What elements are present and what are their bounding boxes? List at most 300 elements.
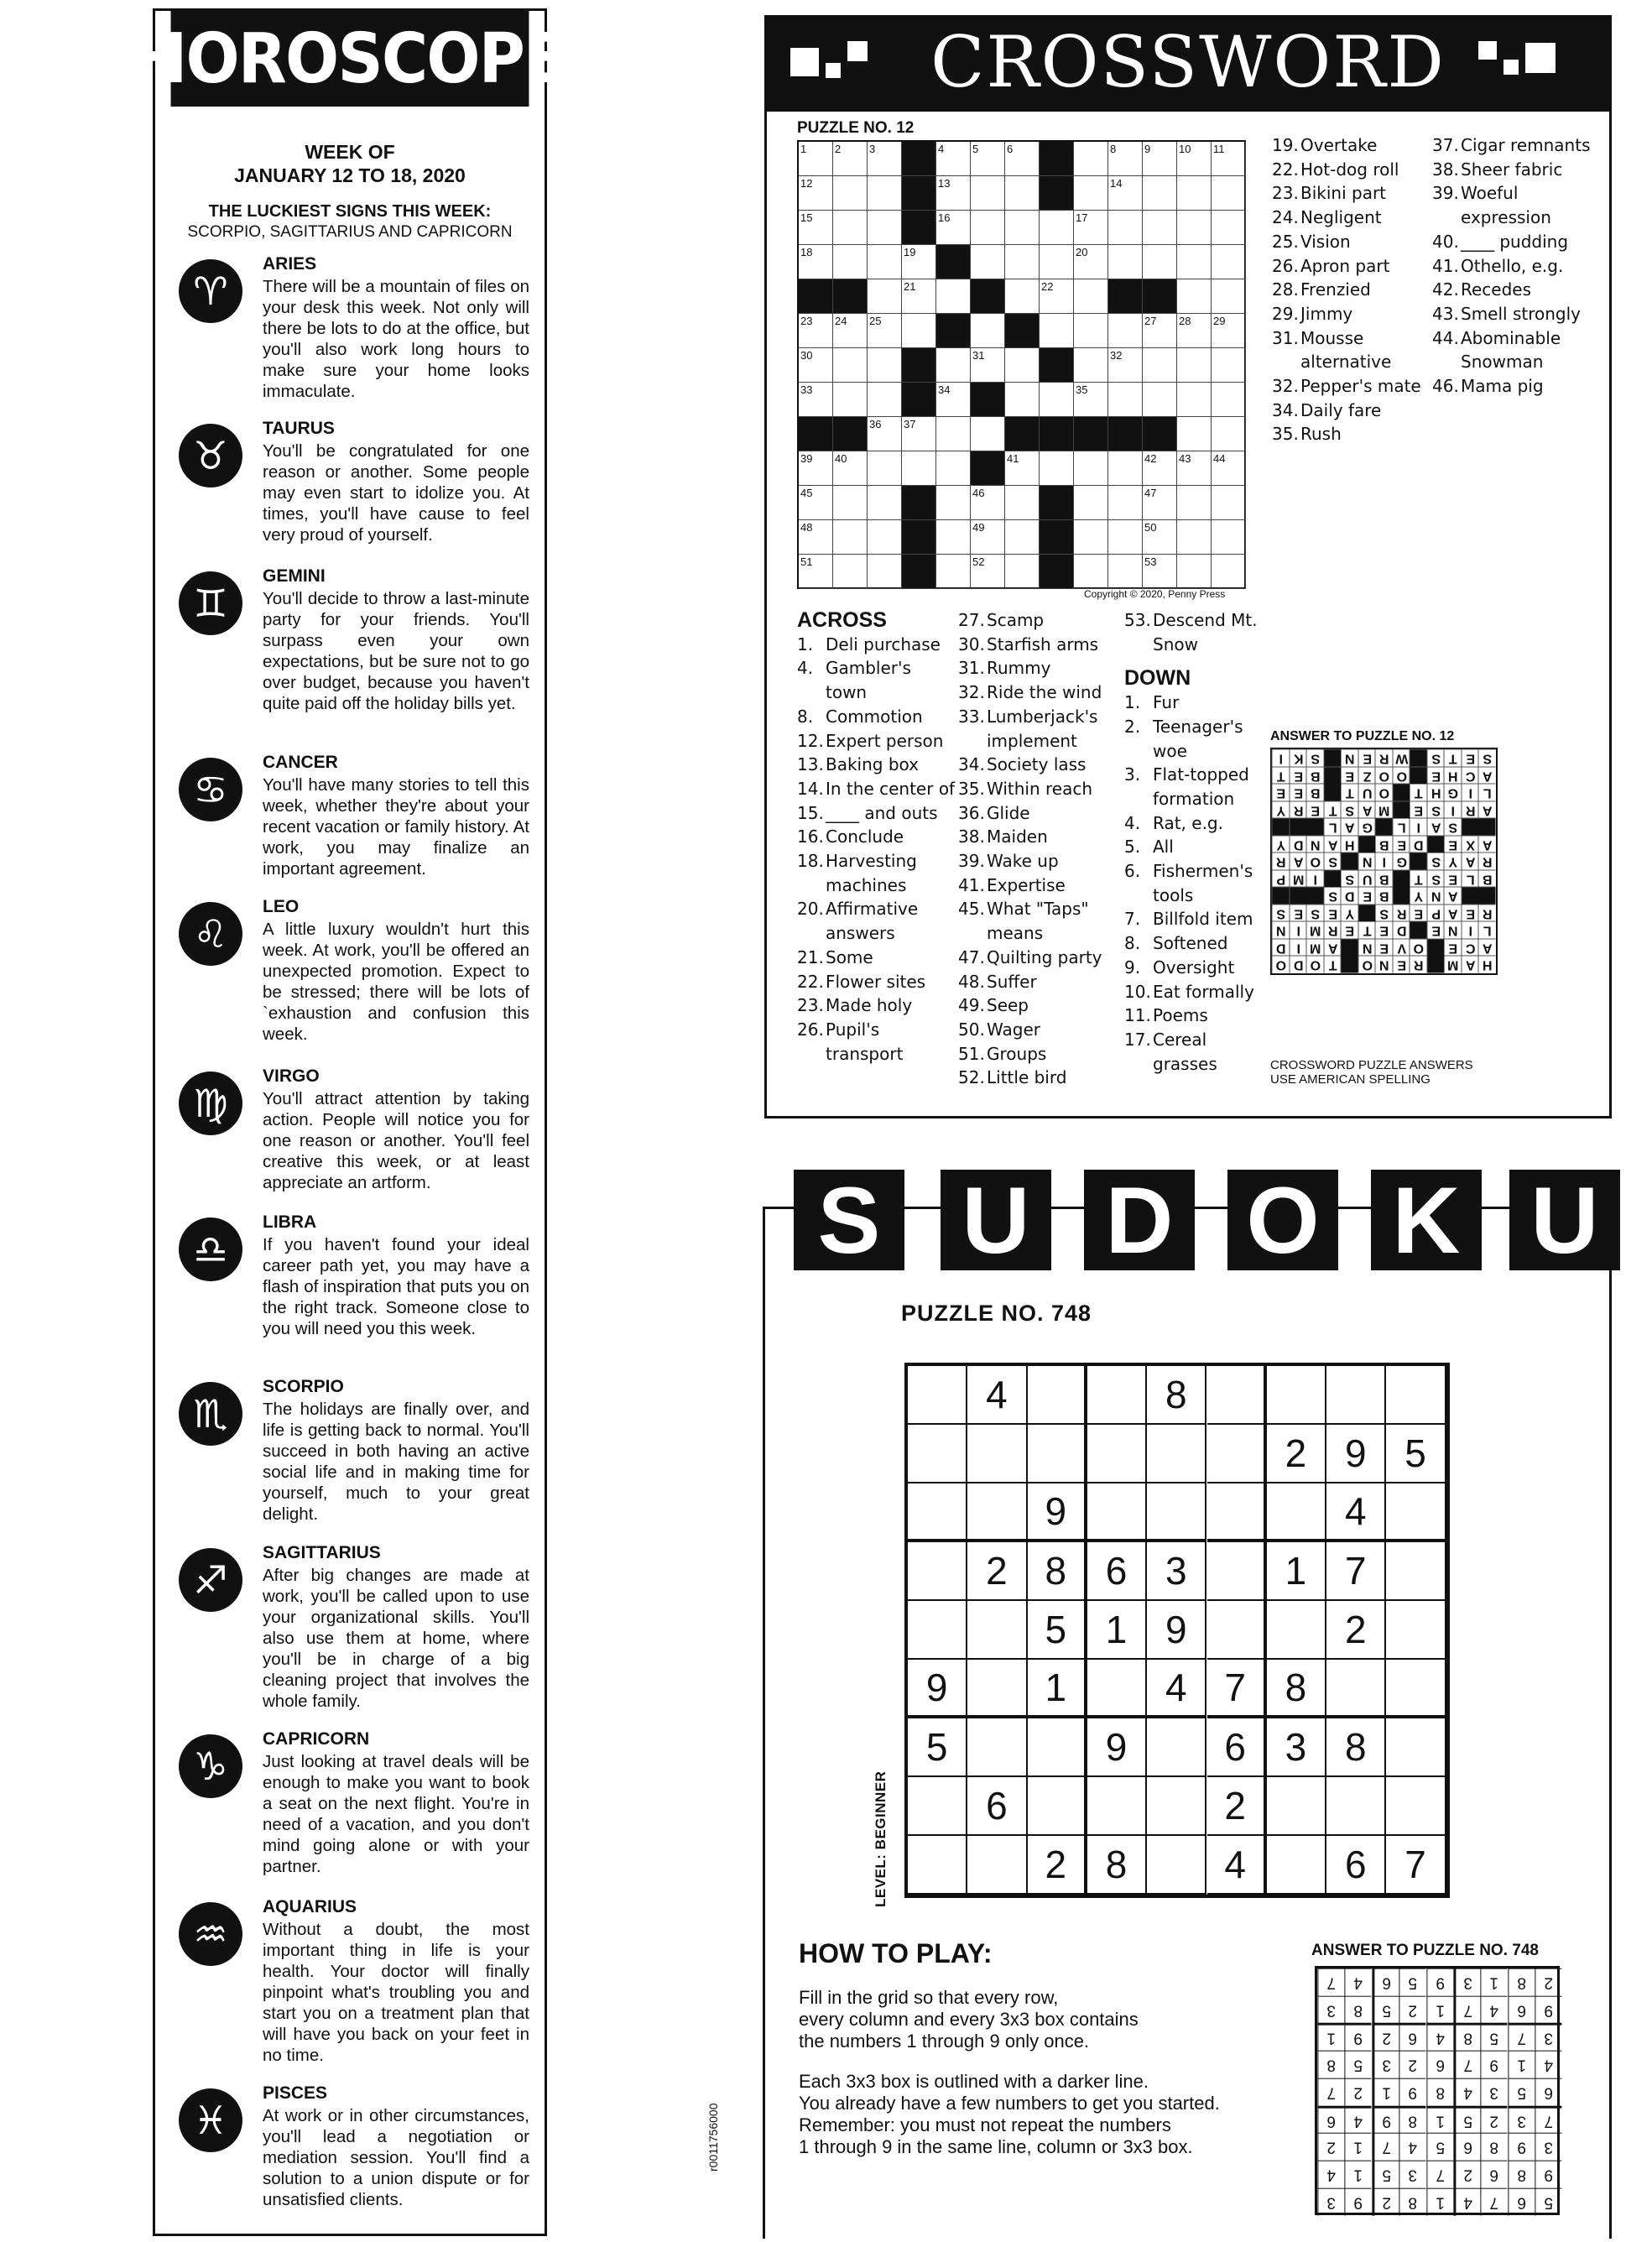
clue-number: 11.	[1124, 1005, 1151, 1026]
crossword-cell	[833, 383, 868, 417]
answer-cell: Y	[1341, 905, 1358, 922]
clue-number: 10.	[1124, 981, 1151, 1002]
sudoku-cell: 2	[1326, 1601, 1386, 1660]
answer-cell: S	[1427, 852, 1445, 870]
answer-cell: A	[1478, 939, 1496, 957]
clue-text: Affirmative answers	[826, 899, 919, 944]
answer-cell: O	[1375, 784, 1393, 801]
answer-cell: T	[1341, 784, 1358, 801]
answer-cell: A	[1341, 818, 1358, 836]
answer-cell: H	[1478, 956, 1496, 973]
crossword-cell: 43	[1177, 451, 1212, 486]
clue	[958, 993, 1126, 1018]
sudoku-answer-cell: 5	[1535, 2188, 1561, 2216]
answer-cell: M	[1444, 956, 1462, 973]
scorpio-icon: ♏	[179, 1382, 242, 1446]
answer-cell: B	[1375, 870, 1393, 888]
week-line-2: JANUARY 12 TO 18, 2020	[234, 164, 466, 186]
answer-cell: I	[1462, 921, 1479, 939]
clue-text: Some	[826, 946, 873, 967]
answer-cell: M	[1306, 921, 1324, 939]
title-letter-tile: U	[941, 1170, 1051, 1270]
clue	[958, 753, 1126, 777]
answer-cell: S	[1427, 870, 1445, 888]
crossword-cell: 19	[902, 245, 936, 279]
sudoku-cell: 9	[908, 1660, 967, 1718]
crossword-cell	[936, 417, 971, 451]
sudoku-cell	[1386, 1542, 1446, 1601]
sudoku-answer-cell: 4	[1399, 2133, 1425, 2161]
crossword-cell	[1177, 279, 1212, 314]
crossword-cell	[1108, 211, 1143, 245]
clue	[1272, 278, 1431, 302]
clue-number: 12.	[797, 730, 824, 751]
answer-cell: A	[1462, 852, 1479, 870]
clue-text: ____ and outs	[826, 802, 938, 823]
clue	[1272, 254, 1431, 279]
answer-black-square	[1272, 887, 1290, 905]
answer-cell: E	[1410, 905, 1427, 922]
answer-cell: I	[1306, 870, 1324, 888]
answer-cell: E	[1306, 801, 1324, 819]
crossword-cell	[1005, 279, 1040, 314]
black-square	[971, 279, 1005, 314]
clue-text: Flower sites	[826, 971, 926, 992]
answer-cell: I	[1290, 921, 1307, 939]
sign-name: LIBRA	[263, 1212, 317, 1232]
crossword-cell: 51	[799, 555, 833, 589]
sudoku-grid	[904, 1363, 1450, 1898]
crossword-cell	[1108, 486, 1143, 520]
sudoku-answer-cell: 8	[1480, 2133, 1507, 2161]
answer-cell: O	[1358, 956, 1376, 973]
black-square	[1005, 314, 1040, 348]
capricorn-icon: ♑	[179, 1734, 242, 1798]
clue	[1124, 811, 1267, 836]
crossword-cell: 53	[1143, 555, 1177, 589]
crossword-cell	[1040, 314, 1074, 348]
sudoku-cell	[908, 1425, 967, 1483]
clue-number: 32.	[1272, 376, 1299, 397]
answer-cell: N	[1306, 836, 1324, 853]
sudoku-answer-cell: 8	[1317, 2051, 1344, 2078]
crossword-cell: 24	[833, 314, 868, 348]
black-square	[902, 348, 936, 383]
crossword-cell	[833, 211, 868, 245]
sudoku-puzzle-number: PUZZLE NO. 748	[901, 1301, 1092, 1326]
black-square	[1040, 520, 1074, 555]
clue-number: 16.	[797, 826, 824, 847]
clue-text: Fur	[1153, 692, 1180, 713]
crossword-cell	[936, 451, 971, 486]
answer-black-square	[1324, 784, 1342, 801]
crossword-cell	[1212, 417, 1246, 451]
crossword-title: CROSSWORD	[930, 21, 1446, 103]
sudoku-cell	[1386, 1660, 1446, 1718]
clue-text: Lumberjack's implement	[987, 706, 1098, 751]
sudoku-answer-cell: 8	[1508, 1968, 1535, 1996]
answer-cell: E	[1324, 905, 1342, 922]
clue-text: Harvesting machines	[826, 851, 917, 895]
crossword-header	[767, 18, 1609, 112]
answer-cell: T	[1358, 921, 1376, 939]
crossword-cell	[1212, 176, 1246, 211]
sudoku-answer-cell: 3	[1508, 2106, 1535, 2134]
answer-cell: A	[1444, 905, 1462, 922]
answer-cell: M	[1375, 801, 1393, 819]
answer-cell: C	[1462, 939, 1479, 957]
answer-black-square	[1410, 767, 1427, 785]
libra-icon: ♎	[179, 1217, 242, 1281]
answer-cell: H	[1427, 784, 1445, 801]
title-letter-tile: O	[1227, 1170, 1338, 1270]
answer-cell: T	[1324, 801, 1342, 819]
sudoku-answer-cell: 6	[1453, 2133, 1480, 2161]
clue	[797, 897, 956, 945]
crossword-cell: 49	[971, 520, 1005, 555]
sudoku-cell	[1028, 1425, 1087, 1483]
deco-square	[1503, 60, 1519, 75]
crossword-cell: 5	[971, 142, 1005, 176]
sign-text: A little luxury wouldn't hurt this week. At work, you'll be offered an unexpected promotion. Expect to be stressed; there will be lots of `exhaustion and confusion this week.	[263, 920, 529, 1044]
sudoku-cell	[1147, 1836, 1206, 1895]
black-square	[1074, 417, 1108, 451]
answer-cell: V	[1393, 939, 1410, 957]
sudoku-cell	[1087, 1425, 1147, 1483]
sudoku-answer-cell: 8	[1426, 2078, 1453, 2106]
sign-text: There will be a mountain of files on your desk this week. Not only will there be lots to do at the office, but you'll also work long hours to make sure your home looks immaculate.	[263, 277, 529, 401]
sudoku-cell	[1028, 1718, 1087, 1777]
crossword-cell: 14	[1108, 176, 1143, 211]
sudoku-cell: 5	[1386, 1425, 1446, 1483]
crossword-cell	[902, 314, 936, 348]
lucky-signs: SCORPIO, SAGITTARIUS AND CAPRICORN	[187, 223, 513, 241]
week-line-1: WEEK OF	[305, 141, 395, 163]
clue	[958, 1042, 1126, 1066]
clue-text: Overtake	[1300, 135, 1378, 155]
crossword-cell: 46	[971, 486, 1005, 520]
crossword-cell: 33	[799, 383, 833, 417]
answer-black-square	[1427, 956, 1445, 973]
sudoku-cell	[1386, 1601, 1446, 1660]
clue-text: Quilting party	[987, 946, 1102, 967]
sudoku-answer-cell: 4	[1344, 2106, 1371, 2134]
answer-cell: E	[1290, 784, 1307, 801]
answer-cell: Y	[1272, 836, 1290, 853]
black-square	[833, 279, 868, 314]
sudoku-cell: 6	[1087, 1542, 1147, 1601]
clue-number: 49.	[958, 995, 985, 1016]
clue	[1124, 715, 1267, 763]
answer-cell: D	[1410, 836, 1427, 853]
sudoku-answer-cell: 2	[1480, 2106, 1507, 2134]
crossword-cell	[1212, 383, 1246, 417]
virgo-icon: ♍	[179, 1071, 242, 1135]
sudoku-cell: 8	[1028, 1542, 1087, 1601]
gemini-icon: ♊	[179, 571, 242, 635]
sudoku-cell: 7	[1386, 1836, 1446, 1895]
clue-number: 31.	[958, 658, 985, 679]
answer-cell: A	[1478, 836, 1496, 853]
crossword-cell: 35	[1074, 383, 1108, 417]
sudoku-answer-cell: 1	[1372, 2078, 1399, 2106]
sudoku-cell: 8	[1147, 1366, 1206, 1425]
clue-text: Othello, e.g.	[1461, 255, 1564, 276]
crossword-cell	[936, 520, 971, 555]
leo-icon: ♌	[179, 902, 242, 966]
answer-cell: O	[1375, 767, 1393, 785]
note-line-2: USE AMERICAN SPELLING	[1270, 1072, 1431, 1087]
answer-cell: O	[1272, 956, 1290, 973]
sign-name: AQUARIUS	[263, 1897, 357, 1916]
answer-cell: G	[1444, 784, 1462, 801]
answer-cell: G	[1358, 818, 1376, 836]
clue-number: 41.	[958, 874, 985, 895]
title-letter-tile: D	[1084, 1170, 1195, 1270]
clue	[797, 656, 956, 704]
clue-text: Deli purchase	[826, 633, 941, 654]
clue	[958, 897, 1126, 945]
answer-cell: W	[1393, 749, 1410, 767]
clue	[1432, 230, 1592, 254]
answer-cell: E	[1393, 836, 1410, 853]
clue-number: 36.	[958, 802, 985, 823]
sudoku-cell	[1326, 1660, 1386, 1718]
crossword-cell: 41	[1005, 451, 1040, 486]
crossword-cell	[1177, 555, 1212, 589]
clue	[1432, 374, 1592, 399]
black-square	[799, 279, 833, 314]
clue-text: Poems	[1153, 1005, 1208, 1026]
sudoku-cell	[908, 1366, 967, 1425]
crossword-answer-note	[1270, 1058, 1473, 1087]
answer-cell: L	[1462, 870, 1479, 888]
clue	[1124, 691, 1267, 715]
sudoku-answer-cell: 4	[1453, 2078, 1480, 2106]
crossword-cell: 44	[1212, 451, 1246, 486]
clue	[958, 801, 1126, 826]
answer-cell: D	[1341, 887, 1358, 905]
crossword-cell	[936, 486, 971, 520]
how-line: You already have a few numbers to get you started.	[799, 2093, 1220, 2114]
crossword-cell: 48	[799, 520, 833, 555]
answer-cell: I	[1444, 801, 1462, 819]
sudoku-cell: 2	[1267, 1425, 1326, 1483]
crossword-cell	[868, 279, 902, 314]
clue-text: Cereal grasses	[1153, 1029, 1217, 1074]
crossword-cell	[1074, 555, 1108, 589]
answer-cell: Y	[1410, 887, 1427, 905]
clue-text: Teenager's woe	[1153, 716, 1243, 761]
clue-text: Within reach	[987, 778, 1093, 799]
sign-text: Just looking at travel deals will be enough to make you want to book a seat on the next flight. You're in need of a vacation, and you don't mind going alone or with your partner.	[263, 1752, 529, 1876]
clue	[797, 729, 956, 753]
sudoku-answer-cell: 4	[1453, 2188, 1480, 2216]
clue-number: 23.	[1272, 183, 1299, 204]
clue	[1272, 158, 1431, 182]
sudoku-answer-cell: 5	[1344, 2051, 1371, 2078]
clue	[1124, 763, 1267, 811]
answer-cell: E	[1341, 921, 1358, 939]
sudoku-answer-cell: 1	[1426, 1996, 1453, 2024]
clue-number: 45.	[958, 899, 985, 920]
sudoku-cell: 5	[908, 1718, 967, 1777]
answer-cell: R	[1324, 921, 1342, 939]
answer-cell: A	[1358, 801, 1376, 819]
answer-cell: T	[1410, 870, 1427, 888]
black-square	[902, 555, 936, 589]
clue	[1124, 980, 1267, 1004]
clue-column-2	[958, 608, 1126, 1090]
sudoku-answer-cell: 5	[1372, 2161, 1399, 2188]
answer-cell: P	[1272, 870, 1290, 888]
sudoku-answer-cell: 1	[1344, 2133, 1371, 2161]
clue-number: 52.	[958, 1067, 985, 1088]
answer-cell: E	[1427, 921, 1445, 939]
answer-cell: A	[1444, 887, 1462, 905]
crossword-cell	[1074, 314, 1108, 348]
crossword-cell	[1108, 383, 1143, 417]
crossword-cell	[1074, 451, 1108, 486]
sudoku-cell	[908, 1777, 967, 1836]
sudoku-cell	[1147, 1718, 1206, 1777]
answer-cell: S	[1324, 852, 1342, 870]
crossword-cell: 6	[1005, 142, 1040, 176]
sign-text: You'll attract attention by taking action. People will notice you for one reason or another. You'll feel creative this week, or at least appreciate an artform.	[263, 1089, 529, 1192]
clue-column-5	[1432, 133, 1592, 399]
answer-black-square	[1462, 887, 1479, 905]
crossword-cell	[868, 555, 902, 589]
answer-cell: Y	[1444, 852, 1462, 870]
clue	[797, 1018, 956, 1066]
clue	[797, 753, 956, 777]
clue-number: 29.	[1272, 303, 1299, 324]
clue	[958, 825, 1126, 849]
sudoku-answer-cell: 6	[1372, 1968, 1399, 1996]
crossword-cell: 12	[799, 176, 833, 211]
down-heading: DOWN	[1124, 666, 1191, 691]
sudoku-answer-cell: 7	[1453, 1996, 1480, 2024]
clue-number: 33.	[958, 706, 985, 727]
sudoku-answer-cell: 4	[1317, 2161, 1344, 2188]
crossword-cell	[1143, 211, 1177, 245]
sudoku-answer-cell: 9	[1535, 1996, 1561, 2024]
answer-cell: S	[1427, 749, 1445, 767]
crossword-cell: 1	[799, 142, 833, 176]
sudoku-cell: 6	[1207, 1718, 1267, 1777]
crossword-cell	[1005, 555, 1040, 589]
title-letter-tile: S	[794, 1170, 904, 1270]
sign-text: You'll have many stories to tell this week, whether they're about your recent vacation or family history. At work, you may finalize an important agreement.	[263, 775, 529, 879]
crossword-cell	[1212, 555, 1246, 589]
clue	[797, 777, 956, 801]
answer-black-square	[1375, 818, 1393, 836]
clue-number: 27.	[958, 610, 985, 630]
answer-cell: T	[1410, 784, 1427, 801]
sudoku-answer-cell: 7	[1508, 2023, 1535, 2051]
sudoku-answer-cell: 6	[1508, 2188, 1535, 2216]
answer-cell: A	[1462, 956, 1479, 973]
sudoku-cell: 8	[1267, 1660, 1326, 1718]
sudoku-answer-cell: 5	[1480, 2023, 1507, 2051]
sudoku-answer-cell: 1	[1344, 2161, 1371, 2188]
crossword-cell: 36	[868, 417, 902, 451]
sign-name: PISCES	[263, 2083, 328, 2103]
sudoku-cell: 6	[1326, 1836, 1386, 1895]
answer-cell: C	[1462, 767, 1479, 785]
clue-column-3	[1124, 608, 1267, 1076]
clue	[958, 849, 1126, 873]
black-square	[1108, 417, 1143, 451]
sudoku-answer-cell: 6	[1426, 2051, 1453, 2078]
crossword-cell	[1212, 245, 1246, 279]
clue-number: 39.	[958, 851, 985, 872]
answer-cell: D	[1290, 956, 1307, 973]
answer-cell: A	[1290, 852, 1307, 870]
sudoku-answer-cell: 2	[1535, 1968, 1561, 1996]
crossword-cell: 30	[799, 348, 833, 383]
clue-number: 9.	[1124, 957, 1141, 978]
sudoku-answer-cell: 2	[1317, 2133, 1344, 2161]
crossword-cell: 10	[1177, 142, 1212, 176]
crossword-cell: 34	[936, 383, 971, 417]
clue	[797, 801, 956, 826]
clue-text: All	[1153, 837, 1174, 858]
clue-number: 23.	[797, 995, 824, 1016]
clue-text: Vision	[1300, 231, 1351, 252]
sudoku-answer-cell: 6	[1508, 1996, 1535, 2024]
sudoku-cell	[1207, 1542, 1267, 1601]
crossword-cell	[1074, 176, 1108, 211]
clue-number: 31.	[1272, 327, 1299, 348]
clue-text: Oversight	[1153, 957, 1235, 978]
clue	[1272, 181, 1431, 206]
sudoku-answer-cell: 5	[1399, 1968, 1425, 1996]
sudoku-cell	[1326, 1777, 1386, 1836]
sudoku-answer-cell: 9	[1372, 2106, 1399, 2134]
clue-text: Sheer fabric	[1461, 159, 1563, 180]
answer-cell: I	[1410, 818, 1427, 836]
sudoku-answer-cell: 7	[1535, 2106, 1561, 2134]
crossword-cell: 40	[833, 451, 868, 486]
crossword-cell	[902, 451, 936, 486]
answer-cell: B	[1306, 767, 1324, 785]
crossword-cell: 28	[1177, 314, 1212, 348]
how-line: Fill in the grid so that every row,	[799, 1987, 1059, 2008]
clue-text: Jimmy	[1300, 303, 1353, 324]
clue-number: 26.	[1272, 255, 1299, 276]
answer-cell: O	[1306, 852, 1324, 870]
sudoku-cell	[1147, 1483, 1206, 1542]
aquarius-icon: ♒	[179, 1902, 242, 1966]
crossword-cell	[1074, 142, 1108, 176]
answer-cell: N	[1272, 921, 1290, 939]
crossword-puzzle-number: PUZZLE NO. 12	[797, 119, 915, 137]
clue-number: 42.	[1432, 279, 1459, 300]
answer-cell: S	[1272, 905, 1290, 922]
crossword-cell: 4	[936, 142, 971, 176]
black-square	[902, 211, 936, 245]
sudoku-answer-cell: 1	[1508, 2051, 1535, 2078]
clue-text: Commotion	[826, 706, 923, 727]
clue-text: Wager	[987, 1019, 1040, 1040]
clue-number: 39.	[1432, 183, 1459, 204]
sudoku-cell	[967, 1601, 1027, 1660]
clue	[797, 993, 956, 1018]
sudoku-cell	[967, 1483, 1027, 1542]
black-square	[971, 383, 1005, 417]
sudoku-answer-cell: 7	[1426, 2161, 1453, 2188]
